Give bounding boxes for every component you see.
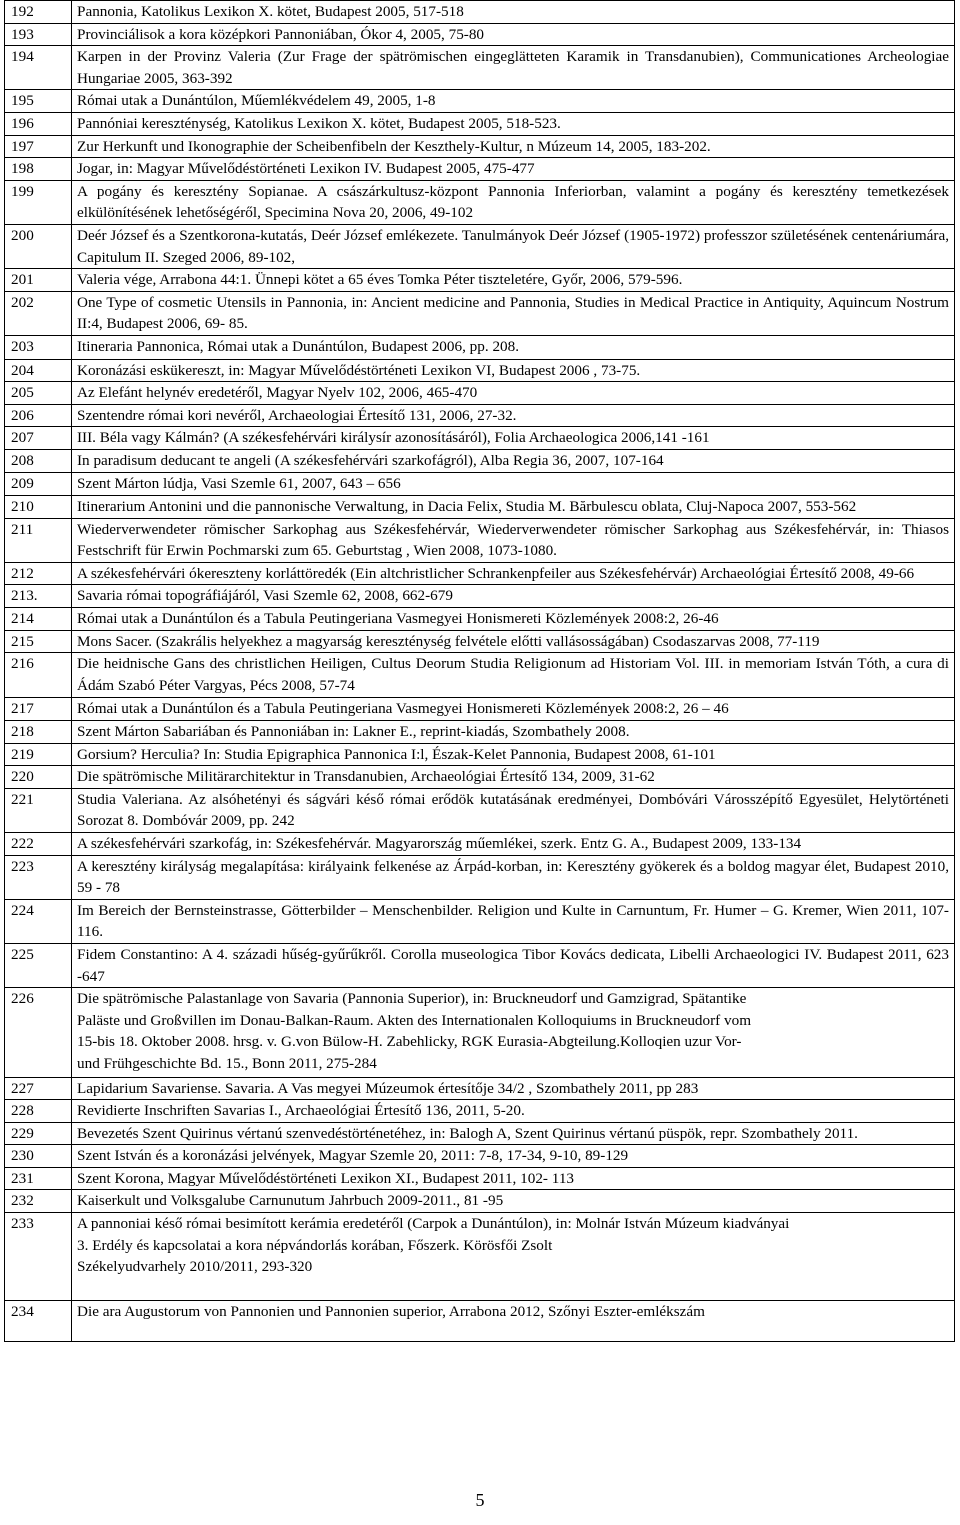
entry-row [5,585,955,608]
entry-citation: A székesfehérvári ókereszteny korláttöredék (Ein altchristlicher Schrankenpfeiler aus Székesfehérvár) Archaeológiai Értesítő 2008, 49-66 [72,562,955,585]
entry-citation: Római utak a Dunántúlon és a Tabula Peutingeriana Vasmegyei Honismereti Közlemények 2008:2, 26 – 46 [72,698,955,721]
entry-row [5,1145,955,1168]
entry-citation: Szent Márton Sabariában és Pannoniában in: Lakner E., reprint-kiadás, Szombathely 2008. [72,721,955,744]
entry-number: 219 [5,743,72,766]
entry-number: 216 [5,653,72,698]
entry-row [5,291,955,335]
entry-citation: Revidierte Inschriften Savarias I., Archaeológiai Értesítő 136, 2011, 5-20. [72,1100,955,1123]
entry-number: 214 [5,608,72,631]
entry-citation: One Type of cosmetic Utensils in Pannonia, in: Ancient medicine and Pannonia, Studies in Medical Practice in Antiquity, Aquincum Nostrum II:4, Budapest 2006, 69- 85. [72,291,955,335]
entry-citation: Római utak a Dunántúlon, Műemlékvédelem 49, 2005, 1-8 [72,90,955,113]
entry-row [5,404,955,427]
entry-citation: Pannóniai kereszténység, Katolikus Lexikon X. kötet, Budapest 2005, 518-523. [72,112,955,135]
entry-number: 233 [5,1213,72,1301]
entry-citation: Die spätrömische Militärarchitektur in Transdanubien, Archaeológiai Értesítő 134, 2009, 31-62 [72,766,955,789]
entry-citation-line: und Frühgeschichte Bd. 15., Bonn 2011, 275-284 [77,1054,377,1072]
entry-row [5,1167,955,1190]
entry-number: 234 [5,1300,72,1342]
entry-number: 201 [5,269,72,292]
entry-citation: Savaria római topográfiájáról, Vasi Szemle 62, 2008, 662-679 [72,585,955,608]
entry-row [5,473,955,496]
entry-number: 192 [5,1,72,24]
bibliography-body [5,1,955,1342]
entry-row [5,943,955,987]
entry-number: 193 [5,23,72,46]
entry-citation: Itineraria Pannonica, Római utak a Dunántúlon, Budapest 2006, pp. 208. [72,335,955,359]
entry-number: 231 [5,1167,72,1190]
entry-number: 227 [5,1077,72,1100]
entry-citation: Die ara Augustorum von Pannonien und Pannonien superior, Arrabona 2012, Szőnyi Eszter-emlékszám [72,1300,955,1342]
entry-citation [72,1213,955,1301]
page-number: 5 [475,1490,485,1510]
entry-number: 229 [5,1122,72,1145]
entry-number: 205 [5,382,72,405]
entry-row [5,1300,955,1342]
entry-row [5,449,955,473]
bibliography-table [4,0,955,1342]
entry-number: 211 [5,518,72,562]
entry-citation: Szentendre római kori nevéről, Archaeologiai Értesítő 131, 2006, 27-32. [72,404,955,427]
entry-row [5,855,955,899]
entry-citation-line: 3. Erdély és kapcsolatai a kora népvándorlás korában, Főszerk. Körösfői Zsolt [77,1236,553,1254]
entry-number: 194 [5,46,72,90]
entry-citation: Gorsium? Herculia? In: Studia Epigraphica Pannonica I:l, Észak-Kelet Pannonia, Budapest 2008, 61-101 [72,743,955,766]
entry-citation: Mons Sacer. (Szakrális helyekhez a magyarság kereszténység felvétele előtti vallásosságában) Csodaszarvas 2008, 77-119 [72,630,955,653]
entry-row [5,608,955,631]
entry-number: 217 [5,698,72,721]
entry-number: 222 [5,832,72,855]
entry-row [5,788,955,832]
entry-number: 225 [5,943,72,987]
entry-number: 198 [5,158,72,181]
entry-citation: Fidem Constantino: A 4. századi hűség-gyűrűkről. Corolla museologica Tibor Kovács dedicata, Libelli Archaeologici IV. Budapest 2011, 623 -647 [72,943,955,987]
entry-number: 207 [5,427,72,450]
entry-row [5,269,955,292]
entry-number: 220 [5,766,72,789]
entry-citation: Az Elefánt helynév eredetéről, Magyar Nyelv 102, 2006, 465-470 [72,382,955,405]
entry-row [5,90,955,113]
entry-citation: Valeria vége, Arrabona 44:1. Ünnepi kötet a 65 éves Tomka Péter tiszteletére, Győr, 2006, 579-596. [72,269,955,292]
entry-row [5,335,955,359]
entry-citation: A keresztény királyság megalapítása: királyaink felkenése az Árpád-korban, in: Keresztény gyökerek és a boldog magyar élet, Budapest 2010, 59 - 78 [72,855,955,899]
entry-row [5,1,955,24]
entry-citation: Szent Márton lúdja, Vasi Szemle 61, 2007, 643 – 656 [72,473,955,496]
entry-citation: Zur Herkunft und Ikonographie der Scheibenfibeln der Keszthely-Kultur, n Múzeum 14, 2005, 183-202. [72,135,955,158]
entry-citation: Pannonia, Katolikus Lexikon X. kötet, Budapest 2005, 517-518 [72,1,955,24]
entry-row [5,1100,955,1123]
entry-citation: Szent Korona, Magyar Művelődéstörténeti Lexikon XI., Budapest 2011, 102- 113 [72,1167,955,1190]
entry-citation-line: 15-bis 18. Oktober 2008. hrsg. v. G.von Bülow-H. Zabehlicky, RGK Eurasia-Abgteilung.Kolloqien uzur Vor- [77,1033,742,1051]
entry-row [5,766,955,789]
entry-row [5,1190,955,1213]
entry-citation: III. Béla vagy Kálmán? (A székesfehérvári királysír azonosításáról), Folia Archaeologica 2006,141 -161 [72,427,955,450]
entry-number: 224 [5,899,72,943]
entry-row [5,1077,955,1100]
entry-citation: Bevezetés Szent Quirinus vértanú szenvedéstörténetéhez, in: Balogh A, Szent Quirinus vértanú püspök, repr. Szombathely 2011. [72,1122,955,1145]
entry-citation: Studia Valeriana. Az alsóhetényi és ságvári késő római erődök kutatásának eredményei, Dombóvári Városszépítő Egyesület, Helytörténeti Sorozat 8. Dombóvár 2009, pp. 242 [72,788,955,832]
entry-citation: Római utak a Dunántúlon és a Tabula Peutingeriana Vasmegyei Honismereti Közlemények 2008:2, 26-46 [72,608,955,631]
entry-row [5,224,955,268]
entry-citation: Kaiserkult und Volksgalube Carnunutum Jahrbuch 2009-2011., 81 -95 [72,1190,955,1213]
entry-row [5,46,955,90]
entry-row [5,743,955,766]
entry-citation [72,988,955,1077]
entry-row [5,653,955,698]
entry-number: 200 [5,224,72,268]
entry-citation: Koronázási eskükereszt, in: Magyar Művelődéstörténeti Lexikon VI, Budapest 2006 , 73-75. [72,359,955,382]
entry-row [5,899,955,943]
entry-row [5,1213,955,1301]
entry-number: 209 [5,473,72,496]
entry-citation: Karpen in der Provinz Valeria (Zur Frage der spätrömischen eingeglätteten Karamik in Transdanubien), Communicationes Archeologiae Hungariae 2005, 363-392 [72,46,955,90]
entry-row [5,698,955,721]
entry-citation-line: Székelyudvarhely 2010/2011, 293-320 [77,1258,313,1276]
entry-citation: A pogány és keresztény Sopianae. A császárkultusz-központ Pannonia Inferiorban, valamint a pogány és keresztény temetkezések elkülönítésének lehetőségéről, Specimina Nova 20, 2006, 49-102 [72,180,955,224]
entry-citation: Die heidnische Gans des christlichen Heiligen, Cultus Deorum Studia Religionum ad Historiam Vol. III. in memoriam István Tóth, a cura di Ádám Szabó Péter Vargyas, Pécs 2008, 57-74 [72,653,955,698]
entry-number: 221 [5,788,72,832]
entry-row [5,496,955,519]
entry-number: 208 [5,449,72,473]
entry-row [5,562,955,585]
entry-number: 226 [5,988,72,1077]
entry-number: 206 [5,404,72,427]
entry-row [5,518,955,562]
entry-citation-line: Paläste und Großvillen im Donau-Balkan-Raum. Akten des Internationalen Kolloquiums in Bruckneudorf vom [77,1011,752,1029]
entry-number: 215 [5,630,72,653]
entry-citation: Lapidarium Savariense. Savaria. A Vas megyei Múzeumok értesítője 34/2 , Szombathely 2011, pp 283 [72,1077,955,1100]
entry-row [5,180,955,224]
entry-row [5,112,955,135]
entry-row [5,158,955,181]
entry-number: 218 [5,721,72,744]
entry-citation-line: A pannoniai késő római besimított kerámia eredetéről (Carpok a Dunántúlon), in: Molnár István Múzeum kiadványai [77,1215,790,1233]
entry-number: 195 [5,90,72,113]
entry-number: 223 [5,855,72,899]
entry-row [5,721,955,744]
entry-number: 228 [5,1100,72,1123]
entry-row [5,1122,955,1145]
entry-number: 212 [5,562,72,585]
entry-number: 199 [5,180,72,224]
entry-citation: Provinciálisok a kora középkori Pannoniában, Ókor 4, 2005, 75-80 [72,23,955,46]
entry-row [5,23,955,46]
entry-row [5,988,955,1077]
entry-citation-line: Die spätrömische Palastanlage von Savaria (Pannonia Superior), in: Bruckneudorf und Gamzigrad, Spätantike [77,990,747,1008]
entry-number: 204 [5,359,72,382]
entry-row [5,359,955,382]
entry-citation: Itinerarium Antonini und die pannonische Verwaltung, in Dacia Felix, Studia M. Bărbulescu oblata, Cluj-Napoca 2007, 553-562 [72,496,955,519]
entry-row [5,630,955,653]
entry-citation: Im Bereich der Bernsteinstrasse, Götterbilder – Menschenbilder. Religion und Kulte in Carnuntum, Fr. Humer – G. Kremer, Wien 2011, 107-116. [72,899,955,943]
entry-citation: Deér József és a Szentkorona-kutatás, Deér József emlékezete. Tanulmányok Deér József (1905-1972) professzor születésének centenáriumára, Capitulum II. Szeged 2006, 89-102, [72,224,955,268]
entry-number: 196 [5,112,72,135]
entry-row [5,382,955,405]
entry-number: 213. [5,585,72,608]
entry-citation: A székesfehérvári szarkofág, in: Székesfehérvár. Magyarország műemlékei, szerk. Entz G. A., Budapest 2009, 133-134 [72,832,955,855]
entry-number: 203 [5,335,72,359]
entry-number: 230 [5,1145,72,1168]
entry-citation: Szent István és a koronázási jelvények, Magyar Szemle 20, 2011: 7-8, 17-34, 9-10, 89-129 [72,1145,955,1168]
entry-row [5,832,955,855]
entry-number: 197 [5,135,72,158]
entry-citation: Wiederverwendeter römischer Sarkophag aus Székesfehérvár, Wiederverwendeter römischer Sarkophag aus Székesfehérvár, in: Thiasos Festschrift für Erwin Pochmarski zum 65. Geburtstag , Wien 2008, 1073-1080. [72,518,955,562]
entry-number: 232 [5,1190,72,1213]
entry-citation: Jogar, in: Magyar Művelődéstörténeti Lexikon IV. Budapest 2005, 475-477 [72,158,955,181]
entry-row [5,427,955,450]
entry-number: 210 [5,496,72,519]
entry-citation: In paradisum deducant te angeli (A székesfehérvári szarkofágról), Alba Regia 36, 2007, 107-164 [72,449,955,473]
entry-row [5,135,955,158]
entry-number: 202 [5,291,72,335]
